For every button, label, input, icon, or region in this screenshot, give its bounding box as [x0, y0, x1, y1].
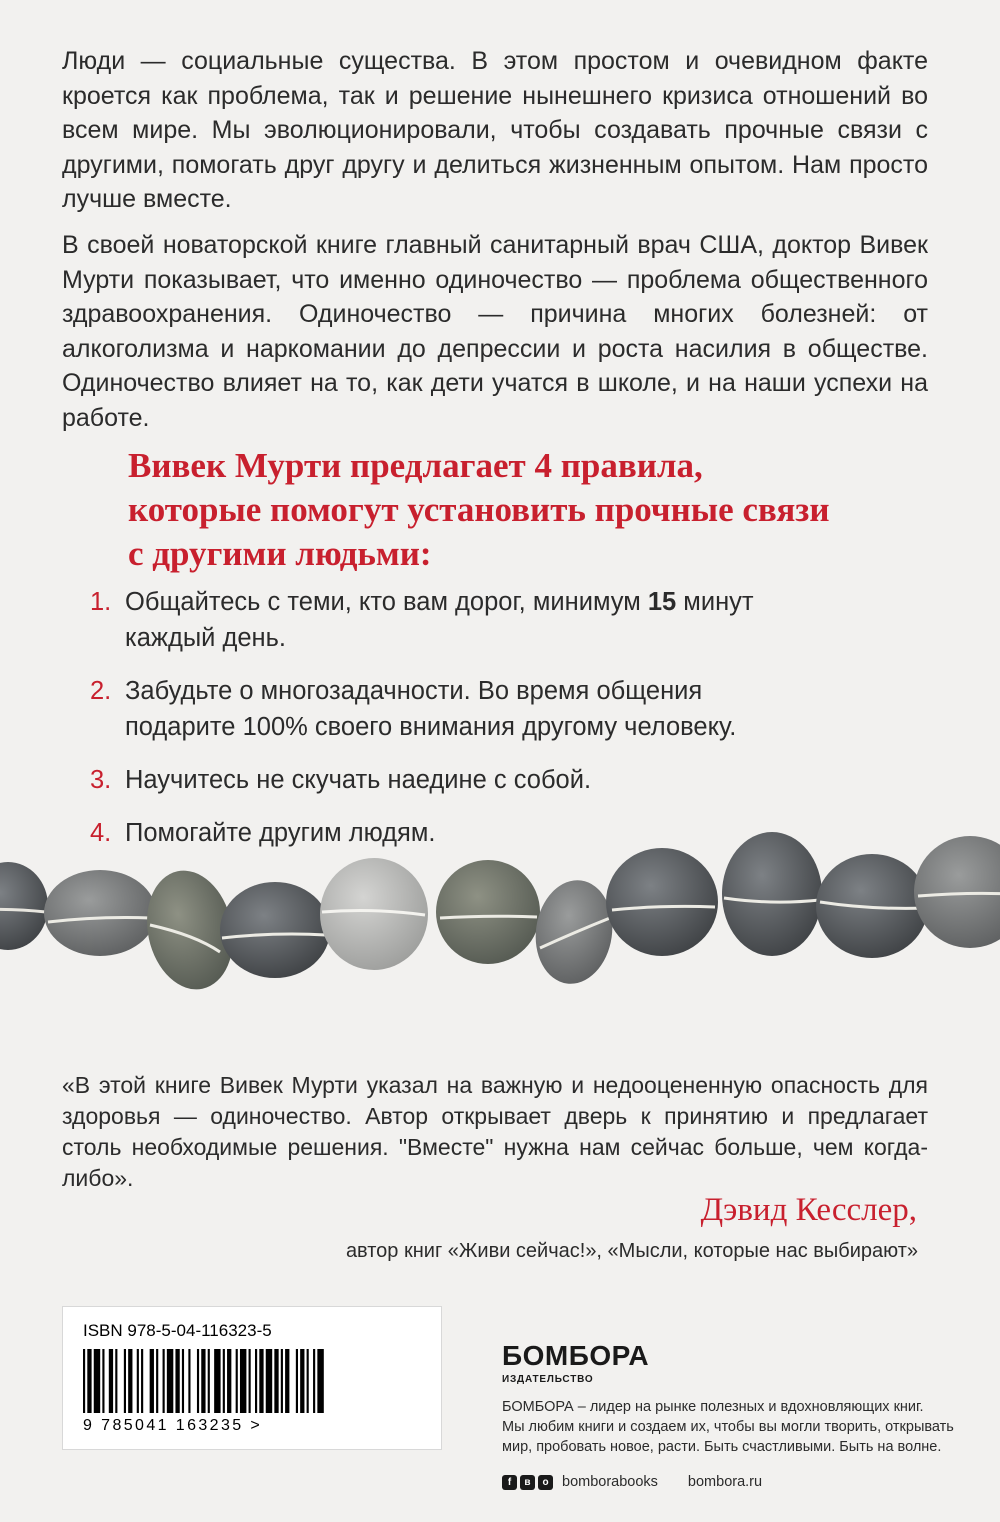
review-quote: «В этой книге Вивек Мурти указал на важную и недооцененную опасность для здоровья — одиночество. Автор открывает дверь к принятию и предлагает столь необходимые решения. "Вместе" нужна нам сейчас больше, чем когда-либо». [62, 1072, 928, 1191]
publisher-website[interactable]: bombora.ru [687, 1474, 763, 1490]
barcode-bar [255, 1349, 257, 1413]
headline-line-1: Вивек Мурти предлагает 4 правила, [128, 446, 703, 485]
rule-number: 1. [90, 588, 112, 616]
barcode-bar [201, 1349, 205, 1413]
stone-row [0, 832, 1000, 997]
barcode-bar [236, 1349, 238, 1413]
barcode-bar [83, 1349, 85, 1413]
barcode-bar [300, 1349, 304, 1413]
stone [606, 848, 718, 956]
rule-item-2 [90, 673, 950, 745]
barcode-bar [109, 1349, 113, 1413]
stones-illustration [0, 820, 1000, 1000]
barcode-bar [266, 1349, 272, 1413]
publisher-subtitle: ИЗДАТЕЛЬСТВО [502, 1374, 594, 1385]
ok-icon[interactable]: о [538, 1475, 553, 1490]
barcode-bar [274, 1349, 278, 1413]
rule-text: каждый день. [125, 624, 287, 652]
barcode-bar [102, 1349, 104, 1413]
barcode-bar [141, 1349, 143, 1413]
barcode-bar [223, 1349, 225, 1413]
barcode-bar [208, 1349, 210, 1413]
barcode-box [62, 1306, 442, 1450]
quote-source: автор книг «Живи сейчас!», «Мысли, которые нас выбирают» [345, 1240, 918, 1262]
barcode-bar [150, 1349, 154, 1413]
rule-text: минут [676, 588, 754, 616]
headline-line-3: с другими людьми: [128, 534, 432, 573]
barcode-bar [115, 1349, 117, 1413]
intro-paragraph-2: В своей новаторской книге главный санитарный врач США, доктор Вивек Мурти показывает, что именно одиночество — проблема общественного здравоохранения. Одиночество — причина многих болезней: от алкоголизма и наркомании до депрессии и роста насилия в обществе. Одиночество влияет на то, как дети учатся в школе, и на наши успехи на работе. [62, 231, 928, 432]
barcode-bar [128, 1349, 132, 1413]
barcode-bar [214, 1349, 220, 1413]
publisher-description [502, 1397, 954, 1457]
publisher-description-line: Мы любим книги и создаем их, чтобы вы могли творить, открывать [502, 1419, 954, 1435]
publisher-description-line: БОМБОРА – лидер на рынке полезных и вдохновляющих книг. [502, 1399, 924, 1415]
headline-line-2: которые помогут установить прочные связи [128, 490, 830, 529]
publisher-description-line: мир, пробовать новое, расти. Быть счастливыми. Быть на волне. [502, 1439, 942, 1455]
stone [436, 860, 540, 964]
barcode-bar [296, 1349, 298, 1413]
quote-author: Дэвид Кесслер, [700, 1192, 917, 1228]
rule-number: 2. [90, 677, 112, 705]
social-handle[interactable]: bomborabooks [562, 1474, 658, 1490]
stone [722, 832, 822, 956]
rule-text: Научитесь не скучать наедине с собой. [125, 766, 592, 794]
stone-vein [440, 916, 537, 918]
rule-text: Забудьте о многозадачности. Во время общения [125, 677, 703, 705]
barcode-bar [249, 1349, 251, 1413]
rules-headline [128, 444, 948, 576]
barcode-bar [87, 1349, 91, 1413]
barcode-bar [281, 1349, 283, 1413]
publisher-logo: БОМБОРА [502, 1340, 650, 1371]
vk-icon[interactable]: в [520, 1475, 535, 1490]
rule-item-3 [90, 762, 950, 798]
barcode-bar [197, 1349, 199, 1413]
barcode-bar [307, 1349, 309, 1413]
rule-text: Общайтесь с теми, кто вам дорог, минимум [125, 588, 648, 616]
barcode-bar [167, 1349, 173, 1413]
barcode-bar [182, 1349, 184, 1413]
barcode-bar [227, 1349, 231, 1413]
intro-paragraph-1: Люди — социальные существа. В этом простом и очевидном факте кроется как проблема, так и решение нынешнего кризиса отношений во всем мире. Мы эволюционировали, чтобы создавать прочные связи с другими, помогать друг другу и делиться жизненным опытом. Нам просто лучше вместе. [62, 47, 928, 213]
barcode-bar [94, 1349, 100, 1413]
stone [44, 870, 156, 956]
stone [220, 882, 330, 978]
stone [0, 862, 48, 950]
barcode-bar [259, 1349, 263, 1413]
barcode-bar [156, 1349, 158, 1413]
barcode-bar [163, 1349, 165, 1413]
barcode-bar [188, 1349, 190, 1413]
barcode-digits: 9 785041 163235 > [83, 1417, 263, 1434]
barcode-bar [175, 1349, 179, 1413]
barcode-image [83, 1349, 421, 1415]
barcode-bar [313, 1349, 315, 1413]
rule-number: 4. [90, 819, 112, 847]
barcode-bar [137, 1349, 139, 1413]
facebook-icon[interactable]: f [502, 1475, 517, 1490]
barcode-bar [285, 1349, 289, 1413]
social-links [502, 1474, 762, 1490]
rule-bold-number: 15 [647, 588, 677, 616]
rule-item-1 [90, 584, 950, 656]
rule-text: Помогайте другим людям. [125, 819, 436, 847]
isbn-text: ISBN 978-5-04-116323-5 [83, 1321, 272, 1340]
barcode-bar [124, 1349, 126, 1413]
rule-text: подарите 100% своего внимания другому человеку. [125, 713, 737, 741]
rule-number: 3. [90, 766, 112, 794]
barcode-bar [317, 1349, 323, 1413]
barcode-bar [240, 1349, 246, 1413]
